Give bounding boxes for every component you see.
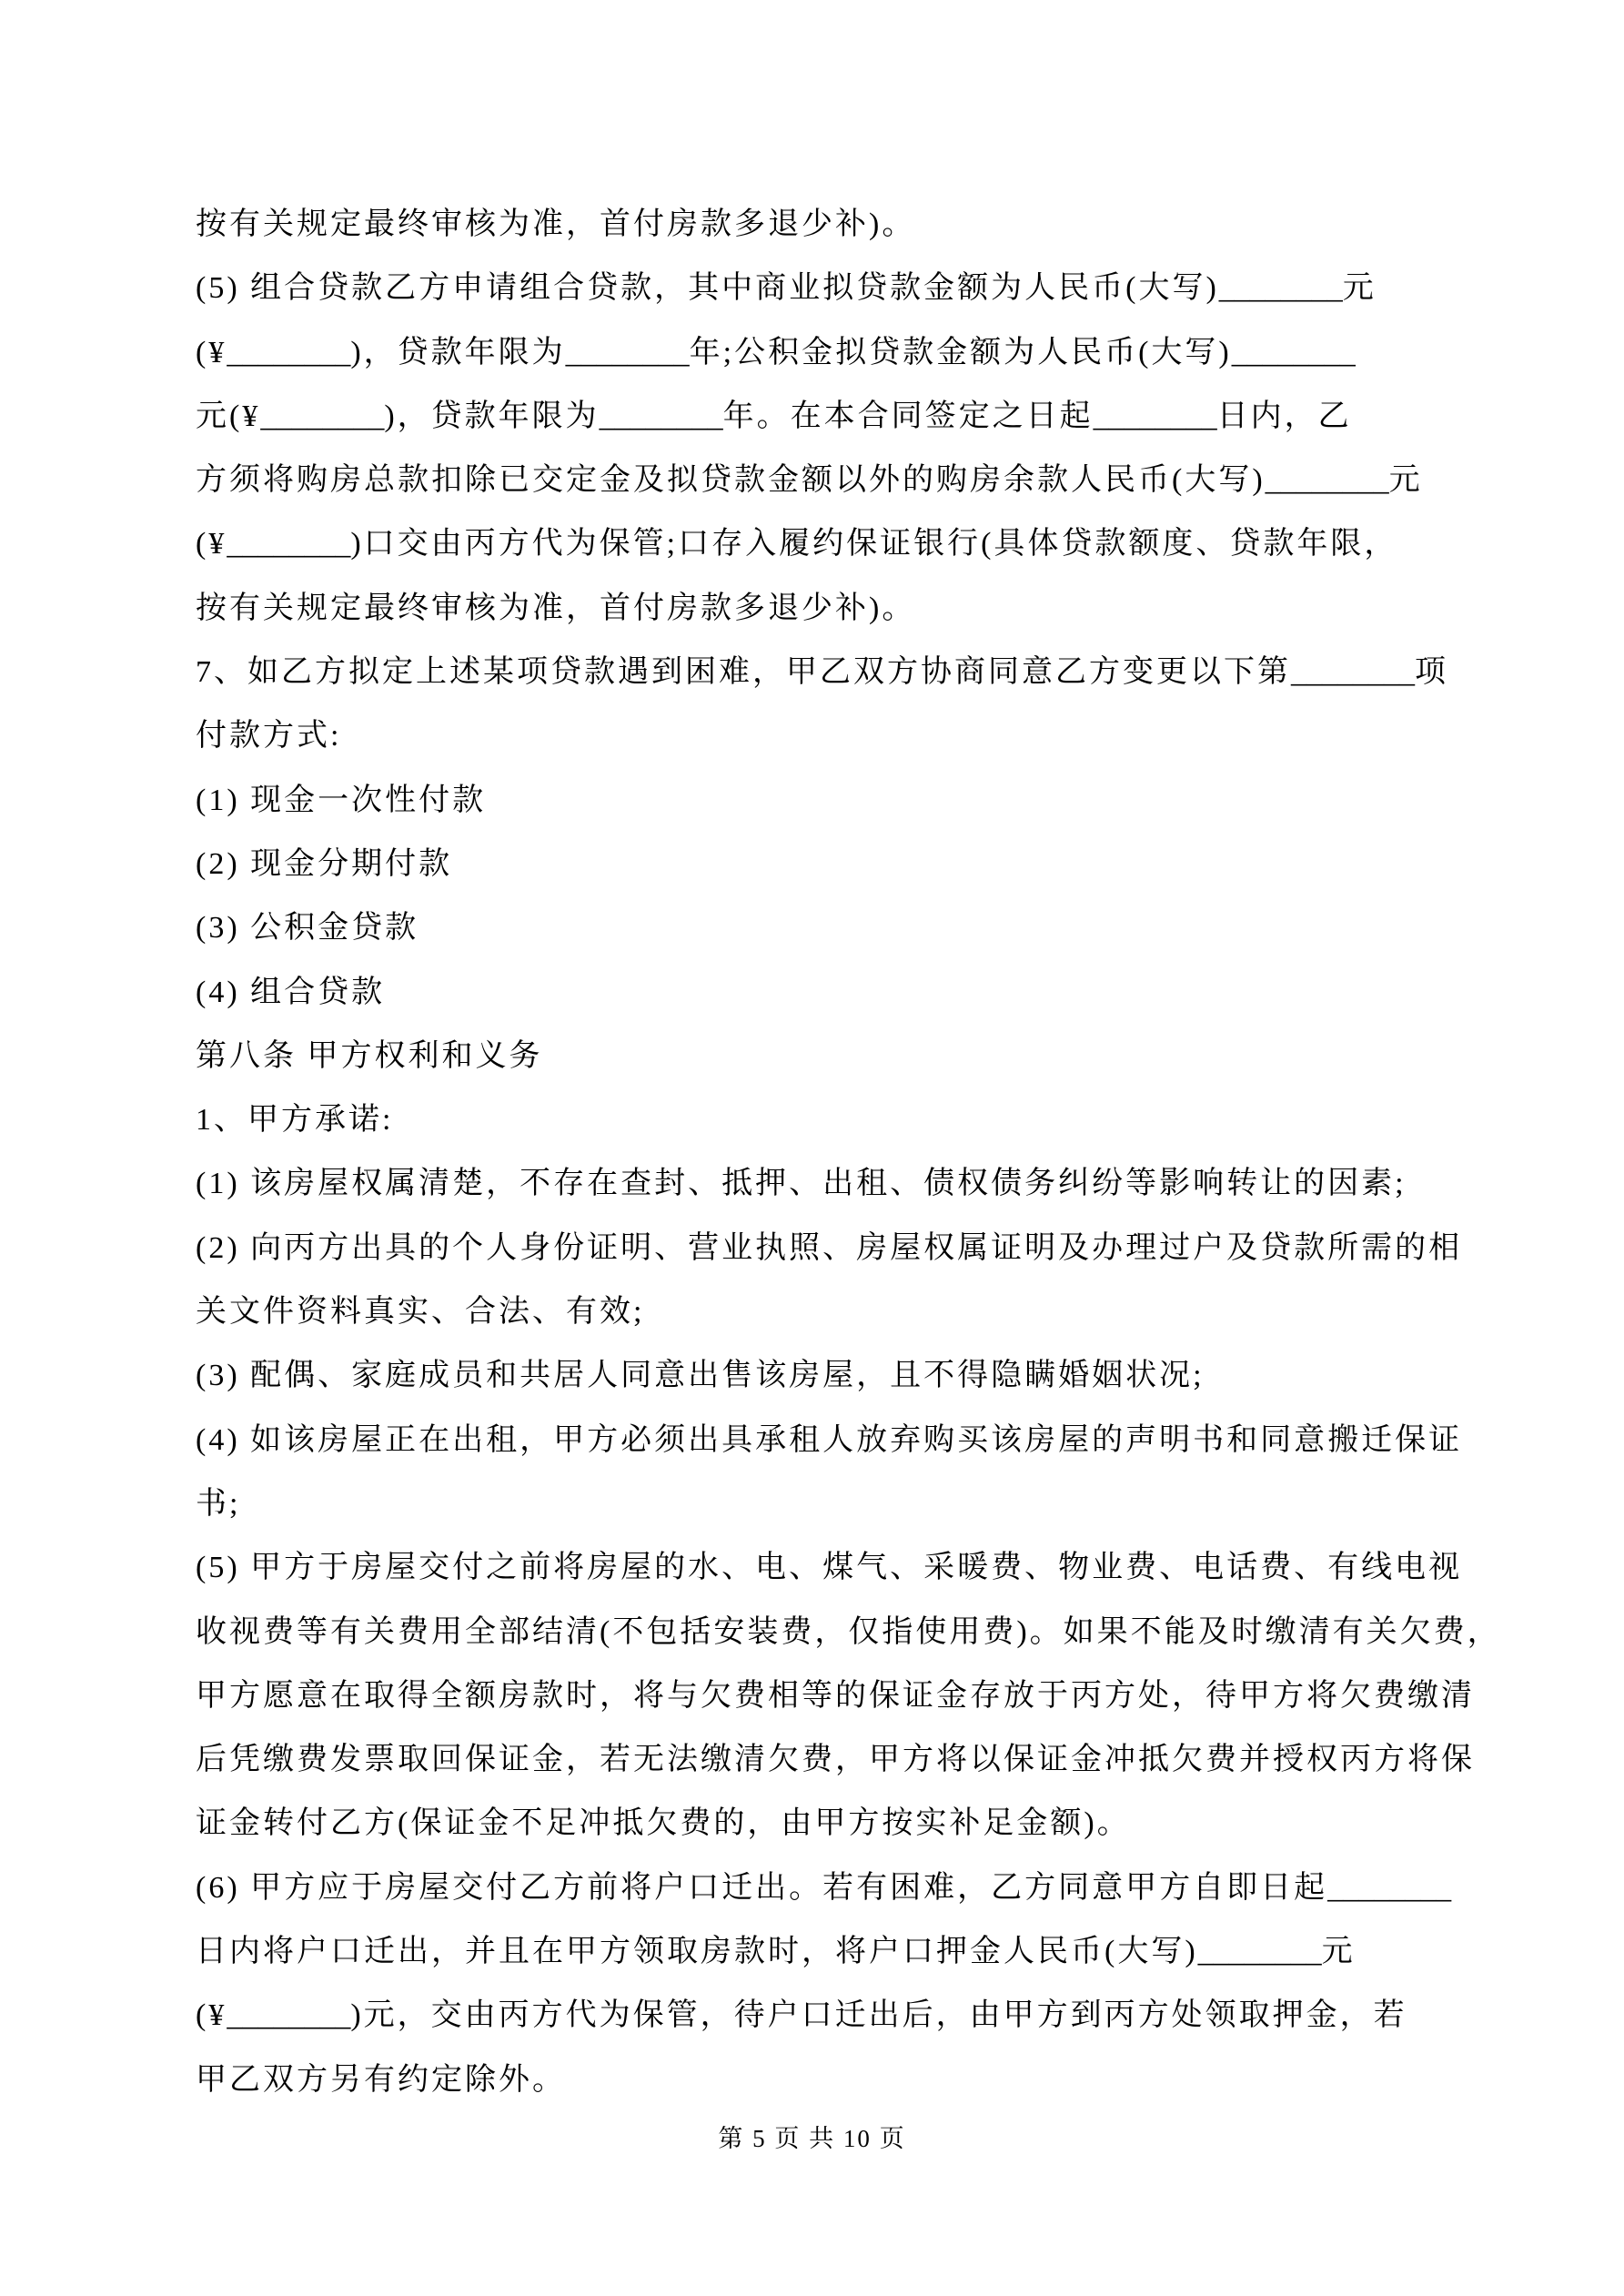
contract-line: 书; [196,1486,241,1521]
contract-line: (5) 甲方于房屋交付之前将房屋的水、电、煤气、采暖费、物业费、电话费、有线电视 [196,1551,1463,1585]
contract-line: (1) 该房屋权属清楚，不存在查封、抵押、出租、债权债务纠纷等影响转让的因素; [196,1167,1407,1201]
contract-line: (3) 配偶、家庭成员和共居人同意出售该房屋，且不得隐瞒婚姻状况; [196,1359,1205,1393]
contract-line: 付款方式: [196,719,342,754]
contract-line: 甲乙双方另有约定除外。 [196,2062,566,2097]
contract-line: 日内将户口迁出，并且在甲方领取房款时，将户口押金人民币(大写)________元 [196,1935,1356,1969]
contract-line: 甲方愿意在取得全额房款时，将与欠费相等的保证金存放于丙方处，待甲方将欠费缴清 [196,1678,1475,1713]
contract-line: 关文件资料真实、合法、有效; [196,1295,645,1330]
contract-line-option: (4) 组合贷款 [196,975,386,1009]
contract-line: (5) 组合贷款乙方申请组合贷款，其中商业拟贷款金额为人民币(大写)________元 [196,271,1377,306]
contract-line: 7、如乙方拟定上述某项贷款遇到困难，甲乙双方协商同意乙方变更以下第________项 [196,655,1448,690]
contract-line: (2) 向丙方出具的个人身份证明、营业执照、房屋权属证明及办理过户及贷款所需的相 [196,1230,1463,1265]
contract-line: 后凭缴费发票取回保证金，若无法缴清欠费，甲方将以保证金冲抵欠费并授权丙方将保 [196,1743,1475,1777]
fill-in-blank: ________ [565,335,690,369]
fill-in-blank: ________ [227,527,351,561]
fill-in-blank: ________ [1265,463,1389,498]
fill-in-blank: ________ [227,1998,351,2033]
fill-in-blank: ________ [260,399,385,433]
contract-text-block [196,193,1501,2112]
contract-line: (¥________)元，交由丙方代为保管，待户口迁出后，由甲方到丙方处领取押金，若 [196,1998,1407,2033]
contract-line: 方须将购房总款扣除已交定金及拟贷款金额以外的购房余款人民币(大写)________元 [196,463,1423,498]
fill-in-blank: ________ [1093,399,1217,433]
contract-line: 收视费等有关费用全部结清(不包括安装费，仅指使用费)。如果不能及时缴清有关欠费， [196,1614,1501,1649]
fill-in-blank: ________ [227,335,351,369]
contract-line: (¥________)口交由丙方代为保管;口存入履约保证银行(具体贷款额度、贷款年限， [196,527,1398,561]
contract-line: 按有关规定最终审核为准，首付房款多退少补)。 [196,591,916,625]
fill-in-blank: ________ [1291,655,1415,690]
fill-in-blank: ________ [1197,1935,1322,1969]
contract-section-heading: 第八条 甲方权利和义务 [196,1038,543,1073]
contract-line: 元(¥________)，贷款年限为________年。在本合同签定之日起________日内，乙 [196,399,1352,433]
contract-line: 1、甲方承诺: [196,1103,394,1138]
contract-line: 证金转付乙方(保证金不足冲抵欠费的，由甲方按实补足金额)。 [196,1806,1131,1841]
fill-in-blank: ________ [1327,1870,1452,1905]
fill-in-blank: ________ [599,399,723,433]
contract-line: 按有关规定最终审核为准，首付房款多退少补)。 [196,207,916,241]
contract-line-option: (3) 公积金贷款 [196,911,419,946]
contract-line: (4) 如该房屋正在出租，甲方必须出具承租人放弃购买该房屋的声明书和同意搬迁保证 [196,1422,1463,1457]
contract-line-option: (2) 现金分期付款 [196,846,453,881]
fill-in-blank: ________ [1231,335,1356,369]
page-number-footer: 第 5 页 共 10 页 [718,2125,906,2152]
contract-line: (¥________)，贷款年限为________年;公积金拟贷款金额为人民币(大写)________ [196,335,1356,369]
contract-line: (6) 甲方应于房屋交付乙方前将户口迁出。若有困难，乙方同意甲方自即日起________ [196,1870,1452,1905]
fill-in-blank: ________ [1218,271,1343,306]
contract-line-option: (1) 现金一次性付款 [196,783,487,817]
